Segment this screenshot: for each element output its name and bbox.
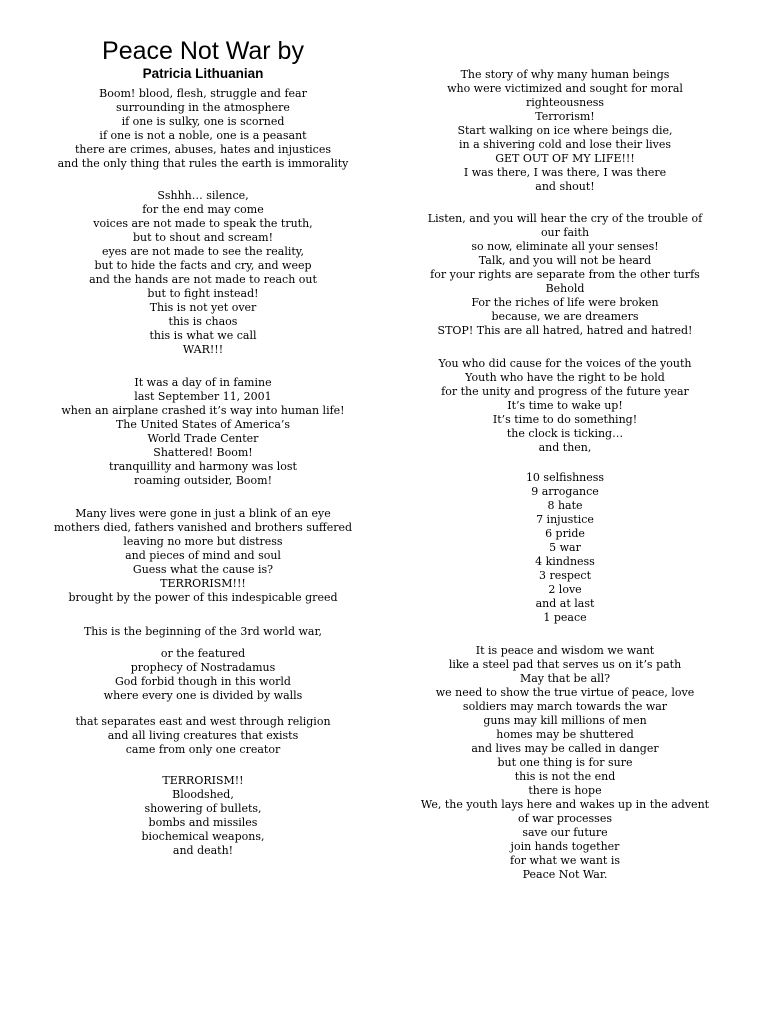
poem-author: Patricia Lithuanian bbox=[142, 66, 264, 81]
left-stanza bbox=[30, 189, 376, 357]
poem-line: Behold bbox=[545, 282, 585, 295]
poem-line: and shout! bbox=[535, 180, 595, 193]
poem-line: leaving no more but distress bbox=[123, 535, 283, 548]
left-stanza bbox=[30, 87, 376, 171]
poem-line: so now, eliminate all your senses! bbox=[471, 240, 659, 253]
poem-line: God forbid though in this world bbox=[115, 675, 291, 688]
poem-line: and then, bbox=[538, 441, 592, 454]
poem-line: but to shout and scream! bbox=[132, 231, 274, 244]
poem-line: 10 selfishness bbox=[525, 471, 605, 484]
left-stanza bbox=[30, 715, 376, 757]
poem-line: May that be all? bbox=[519, 672, 611, 685]
left-stanza bbox=[30, 774, 376, 858]
poem-line: We, the youth lays here and wakes up in the advent bbox=[420, 798, 710, 811]
poem-line: roaming outsider, Boom! bbox=[133, 474, 273, 487]
poem-line: for the unity and progress of the future year bbox=[441, 385, 689, 398]
poem-line: 1 peace bbox=[543, 611, 587, 624]
poem-line: guns may kill millions of men bbox=[483, 714, 647, 727]
poem-line: that separates east and west through religion bbox=[75, 715, 331, 728]
right-stanza bbox=[400, 471, 730, 625]
poem-line: Boom! blood, flesh, struggle and fear bbox=[99, 87, 307, 100]
poem-line: righteousness bbox=[525, 96, 605, 109]
poem-line: but to hide the facts and cry, and weep bbox=[94, 259, 312, 272]
poem-line: and lives may be called in danger bbox=[471, 742, 659, 755]
right-stanza bbox=[400, 644, 730, 882]
poem-line: I was there, I was there, I was there bbox=[463, 166, 667, 179]
poem-line: we need to show the true virtue of peace, love bbox=[435, 686, 695, 699]
poem-line: The United States of America’s bbox=[115, 418, 291, 431]
poem-line: It’s time to do something! bbox=[492, 413, 638, 426]
poem-line: It’s time to wake up! bbox=[507, 399, 623, 412]
poem-line: Peace Not War. bbox=[522, 868, 608, 881]
poem-line: mothers died, fathers vanished and brothers suffered bbox=[53, 521, 353, 534]
poem-line: and pieces of mind and soul bbox=[125, 549, 281, 562]
poem-line: Start walking on ice where beings die, bbox=[457, 124, 673, 137]
poem-line: homes may be shuttered bbox=[496, 728, 634, 741]
poem-line: 3 respect bbox=[538, 569, 592, 582]
right-stanza bbox=[400, 212, 730, 338]
poem-line: Guess what the cause is? bbox=[132, 563, 274, 576]
poem-line: 2 love bbox=[548, 583, 582, 596]
poem-line: if one is sulky, one is scorned bbox=[121, 115, 285, 128]
poem-line: Terrorism! bbox=[535, 110, 595, 123]
poem-line: and the only thing that rules the earth is immorality bbox=[57, 157, 349, 170]
poem-line: and at last bbox=[535, 597, 595, 610]
poem-line: and death! bbox=[172, 844, 234, 857]
poem-line: Bloodshed, bbox=[172, 788, 234, 801]
poem-line: in a shivering cold and lose their lives bbox=[458, 138, 672, 151]
poem-line: bombs and missiles bbox=[148, 816, 258, 829]
poem-line: soldiers may march towards the war bbox=[462, 700, 668, 713]
poem-line: showering of bullets, bbox=[144, 802, 262, 815]
poem-line: 5 war bbox=[549, 541, 581, 554]
left-stanza bbox=[30, 647, 376, 703]
poem-line: and the hands are not made to reach out bbox=[89, 273, 317, 286]
poem-line: came from only one creator bbox=[125, 743, 281, 756]
poem-line: for the end may come bbox=[142, 203, 264, 216]
poem-line: Listen, and you will hear the cry of the trouble of bbox=[427, 212, 703, 225]
poem-line: Youth who have the right to be hold bbox=[465, 371, 665, 384]
poem-line: prophecy of Nostradamus bbox=[130, 661, 276, 674]
poem-line: but to fight instead! bbox=[147, 287, 259, 300]
poem-line: surrounding in the atmosphere bbox=[116, 101, 290, 114]
poem-line: Sshhh… silence, bbox=[157, 189, 249, 202]
poem-line: 9 arrogance bbox=[531, 485, 599, 498]
poem-line: or the featured bbox=[160, 647, 246, 660]
poem-line: of war processes bbox=[518, 812, 612, 825]
poem-line: Many lives were gone in just a blink of an eye bbox=[75, 507, 331, 520]
poem-line: like a steel pad that serves us on it’s path bbox=[448, 658, 682, 671]
poem-line: the clock is ticking… bbox=[506, 427, 624, 440]
poem-line: It is peace and wisdom we want bbox=[475, 644, 655, 657]
poem-line: for what we want is bbox=[510, 854, 620, 867]
poem-line: this is what we call bbox=[149, 329, 257, 342]
poem-line: brought by the power of this indespicable greed bbox=[68, 591, 338, 604]
left-stanza bbox=[30, 507, 376, 605]
poem-line: This is the beginning of the 3rd world war, bbox=[83, 625, 323, 638]
poem-line: STOP! This are all hatred, hatred and hatred! bbox=[437, 324, 693, 337]
poem-line: World Trade Center bbox=[147, 432, 259, 445]
poem-line: The story of why many human beings bbox=[460, 68, 670, 81]
poem-line: if one is not a noble, one is a peasant bbox=[99, 129, 307, 142]
poem-line: GET OUT OF MY LIFE!!! bbox=[495, 152, 635, 165]
poem-line: 7 injustice bbox=[536, 513, 594, 526]
poem-line: WAR!!! bbox=[182, 343, 224, 356]
poem-line: tranquillity and harmony was lost bbox=[109, 460, 297, 473]
poem-line: Shattered! Boom! bbox=[153, 446, 253, 459]
poem-line: when an airplane crashed it’s way into human life! bbox=[61, 404, 345, 417]
poem-line: our faith bbox=[540, 226, 590, 239]
poem-line: there is hope bbox=[528, 784, 602, 797]
poem-line: last September 11, 2001 bbox=[134, 390, 272, 403]
poem-line: and all living creatures that exists bbox=[107, 729, 299, 742]
poem-line: voices are not made to speak the truth, bbox=[93, 217, 313, 230]
poem-line: TERRORISM!! bbox=[162, 774, 244, 787]
right-stanza bbox=[400, 68, 730, 194]
poem-line: save our future bbox=[522, 826, 608, 839]
poem-line: biochemical weapons, bbox=[141, 830, 265, 843]
poem-line: It was a day of in famine bbox=[134, 376, 272, 389]
poem-line: For the riches of life were broken bbox=[471, 296, 659, 309]
poem-line: for your rights are separate from the other turfs bbox=[430, 268, 700, 281]
poem-line: this is not the end bbox=[514, 770, 616, 783]
right-stanza bbox=[400, 357, 730, 455]
poem-line: where every one is divided by walls bbox=[103, 689, 303, 702]
poem-line: there are crimes, abuses, hates and injustices bbox=[75, 143, 331, 156]
poem-line: This is not yet over bbox=[149, 301, 257, 314]
left-stanza bbox=[30, 625, 376, 639]
poem-line: 6 pride bbox=[545, 527, 585, 540]
poem-line: TERRORISM!!! bbox=[160, 577, 246, 590]
poem-line: this is chaos bbox=[168, 315, 238, 328]
poem-line: Talk, and you will not be heard bbox=[478, 254, 652, 267]
poem-title: Peace Not War by bbox=[102, 37, 304, 65]
left-stanza bbox=[30, 376, 376, 488]
poem-line: eyes are not made to see the reality, bbox=[101, 245, 305, 258]
poem-line: because, we are dreamers bbox=[491, 310, 639, 323]
poem-line: 4 kindness bbox=[535, 555, 595, 568]
poem-line: who were victimized and sought for moral bbox=[447, 82, 683, 95]
poem-line: You who did cause for the voices of the youth bbox=[438, 357, 692, 370]
poem-line: join hands together bbox=[510, 840, 620, 853]
poem-line: 8 hate bbox=[547, 499, 583, 512]
poem-line: but one thing is for sure bbox=[497, 756, 633, 769]
